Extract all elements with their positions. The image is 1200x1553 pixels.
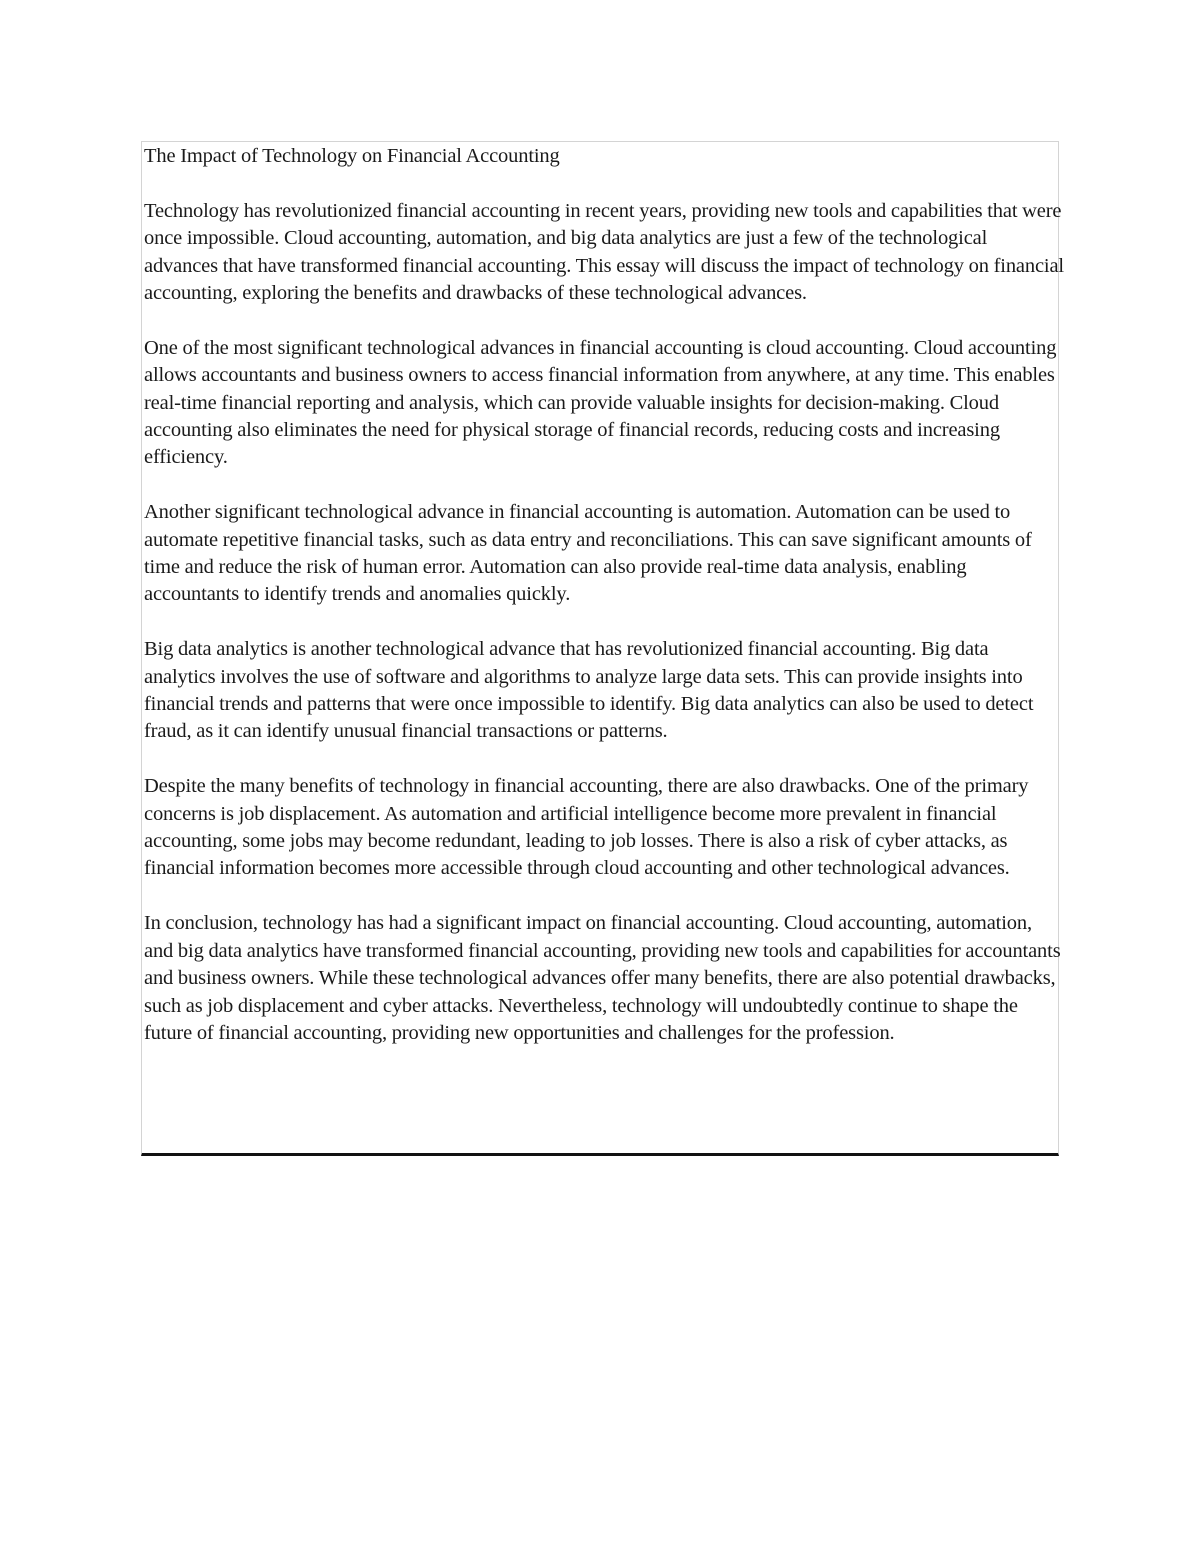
essay-body <box>144 142 1064 1047</box>
essay-paragraph-conclusion: In conclusion, technology has had a significant impact on financial accounting. Cloud accounting, automation, and big data analytics have transformed financial accounting, providing new tools and capabilities for accountants and business owners. While these technological advances offer many benefits, there are also potential drawbacks, such as job displacement and cyber attacks. Nevertheless, technology will undoubtedly continue to shape the future of financial accounting, providing new opportunities and challenges for the profession. <box>144 912 1061 1044</box>
essay-paragraph-big-data: Big data analytics is another technological advance that has revolutionized financial accounting. Big data analytics involves the use of software and algorithms to analyze large data sets. This can provide insights into financial trends and patterns that were once impossible to identify. Big data analytics can also be used to detect fraud, as it can identify unusual financial transactions or patterns. <box>144 638 1034 743</box>
essay-paragraph-introduction: Technology has revolutionized financial accounting in recent years, providing new tools and capabilities that were once impossible. Cloud accounting, automation, and big data analytics are just a few of the technological advances that have transformed financial accounting. This essay will discuss the impact of technology on financial accounting, exploring the benefits and drawbacks of these technological advances. <box>144 199 1064 305</box>
essay-paragraph-automation: Another significant technological advance in financial accounting is automation. Automation can be used to automate repetitive financial tasks, such as data entry and reconciliations. This can save significant amounts of time and reduce the risk of human error. Automation can also provide real-time data analysis, enabling accountants to identify trends and anomalies quickly. <box>144 501 1032 606</box>
essay-text-frame <box>141 141 1064 1156</box>
essay-paragraph-cloud-accounting: One of the most significant technological advances in financial accounting is cloud accounting. Cloud accounting allows accountants and business owners to access financial information from anywhere, at any time. This enables real-time financial reporting and analysis, which can provide valuable insights for decision-making. Cloud accounting also eliminates the need for physical storage of financial records, reducing costs and increasing efficiency. <box>144 336 1057 469</box>
essay-paragraph-drawbacks: Despite the many benefits of technology in financial accounting, there are also drawbacks. One of the primary concerns is job displacement. As automation and artificial intelligence become more prevalent in financial accounting, some jobs may become redundant, leading to job losses. There is also a risk of cyber attacks, as financial information becomes more accessible through cloud accounting and other technological advances. <box>144 775 1029 880</box>
essay-title: The Impact of Technology on Financial Accounting <box>144 145 560 167</box>
